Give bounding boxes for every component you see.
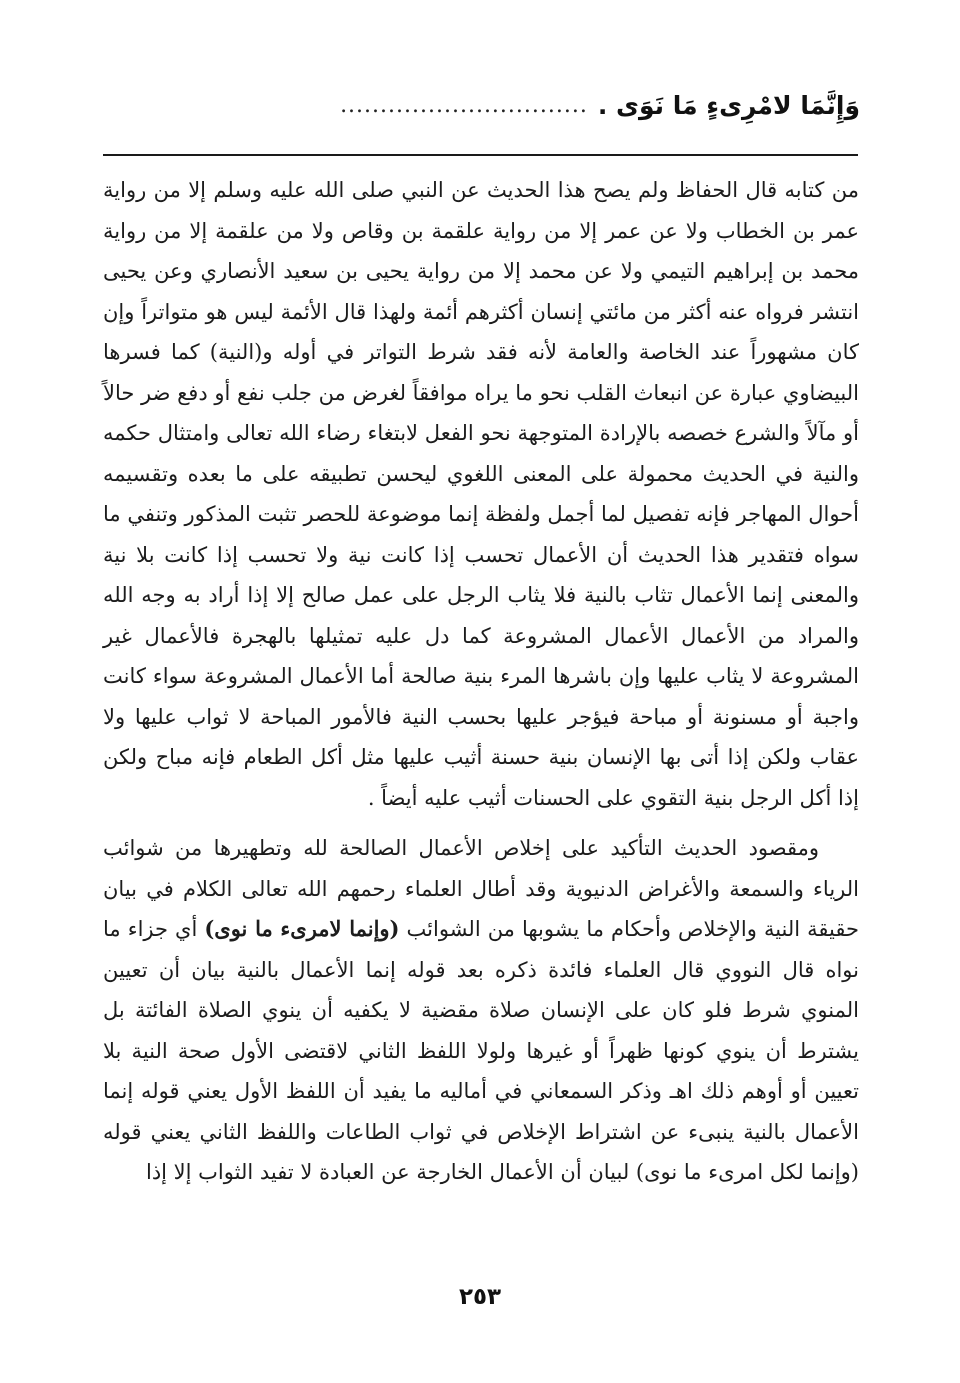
- paragraph-1: من كتابه قال الحفاظ ولم يصح هذا الحديث عن النبي صلى الله عليه وسلم إلا من رواية عمر بن الخطاب ولا عن عمر إلا من رواية علقمة بن وقاص ولا من علقمة إلا من رواية محمد بن إبراهيم التيمي ولا عن محمد إلا من رواية يحيى بن سعيد الأنصاري وعن يحيى انتشر فرواه عنه أكثر من مائتي إنسان أكثرهم أئمة ولهذا قال الأئمة ليس هو متواتراً وإن كان مشهوراً عند الخاصة والعامة لأنه فقد شرط التواتر في أوله و(النية) كما فسرها البيضاوي عبارة عن انبعاث القلب نحو ما يراه موافقاً لغرض من جلب نفع أو دفع ضر حالاً أو مآلاً والشرع خصصه بالإرادة المتوجهة نحو الفعل لابتغاء رضاء الله تعالى وامتثال حكمه والنية في الحديث محمولة على المعنى اللغوي ليحسن تطبيقه على ما بعده وتقسيمه أحوال المهاجر فإنه تفصيل لما أجمل ولفظة إنما موضوعة للحصر تثبت المذكور وتنفي ما سواه فتقدير هذا الحديث أن الأعمال تحسب إذا كانت نية ولا تحسب إذا كانت بلا نية والمعنى إنما الأعمال تثاب بالنية فلا يثاب الرجل على عمل صالح إلا إذا أراد به وجه الله والمراد من الأعمال الأعمال المشروعة كما دل عليه تمثيلها بالهجرة فالأعمال غير المشروعة لا يثاب عليها وإن باشرها المرء بنية صالحة أما الأعمال المشروعة سواء كانت واجبة أو مسنونة أو مباحة فيؤجر عليها بحسب النية فالأمور المباحة لا ثواب عليها ولا عقاب ولكن إذا أتى بها الإنسان بنية حسنة أثيب عليها مثل أكل الطعام فإنه مباح ولكن إذا أكل الرجل بنية التقوي على الحسنات أثيب عليه أيضاً .: [103, 178, 859, 810]
- header-dot-leader: ...............................: [340, 93, 588, 118]
- paragraph-2: [103, 828, 859, 1193]
- running-header: [100, 80, 860, 124]
- page-number: ٢٥٣: [458, 1284, 502, 1310]
- paragraph-2-text-end: أي جزاء ما نواه قال النووي قال العلماء فائدة ذكره بعد قوله إنما الأعمال بالنية بيان أن تعيين المنوي شرط فلو كان على الإنسان صلاة مقضية لا يكفيه أن ينوي الصلاة الفائتة بل يشترط أن ينوي كونها ظهراً أو غيرها ولولا اللفظ الثاني لاقتضى الأول صحة النية بلا تعيين أو أوهم ذلك اهـ وذكر السمعاني في أماليه ما يفيد أن اللفظ الأول يعني قوله إنما الأعمال بالنية ينبىء عن اشتراط الإخلاص في ثواب الطاعات واللفظ الثاني يعني قوله (وإنما لكل امرىء ما نوى) لبيان أن الأعمال الخارجة عن العبادة لا تفيد الثواب إلا إذا: [103, 917, 859, 1184]
- bold-hadith-quote: (وإنما لامرىء ما نوى): [204, 916, 400, 941]
- header-rule: [103, 154, 858, 156]
- paragraph-2-text-start: ومقصود الحديث التأكيد على إخلاص الأعمال الصالحة لله وتطهيرها من شوائب الرياء والسمعة والأغراض الدنيوية وقد أطال العلماء رحمهم الله تعالى الكلام في بيان حقيقة النية والإخلاص وأحكام ما يشوبها من الشوائب: [103, 836, 859, 941]
- header-title: وَإِنَّمَا لامْرِىءٍ مَا نَوَى .: [597, 91, 860, 120]
- main-text: [103, 170, 859, 1193]
